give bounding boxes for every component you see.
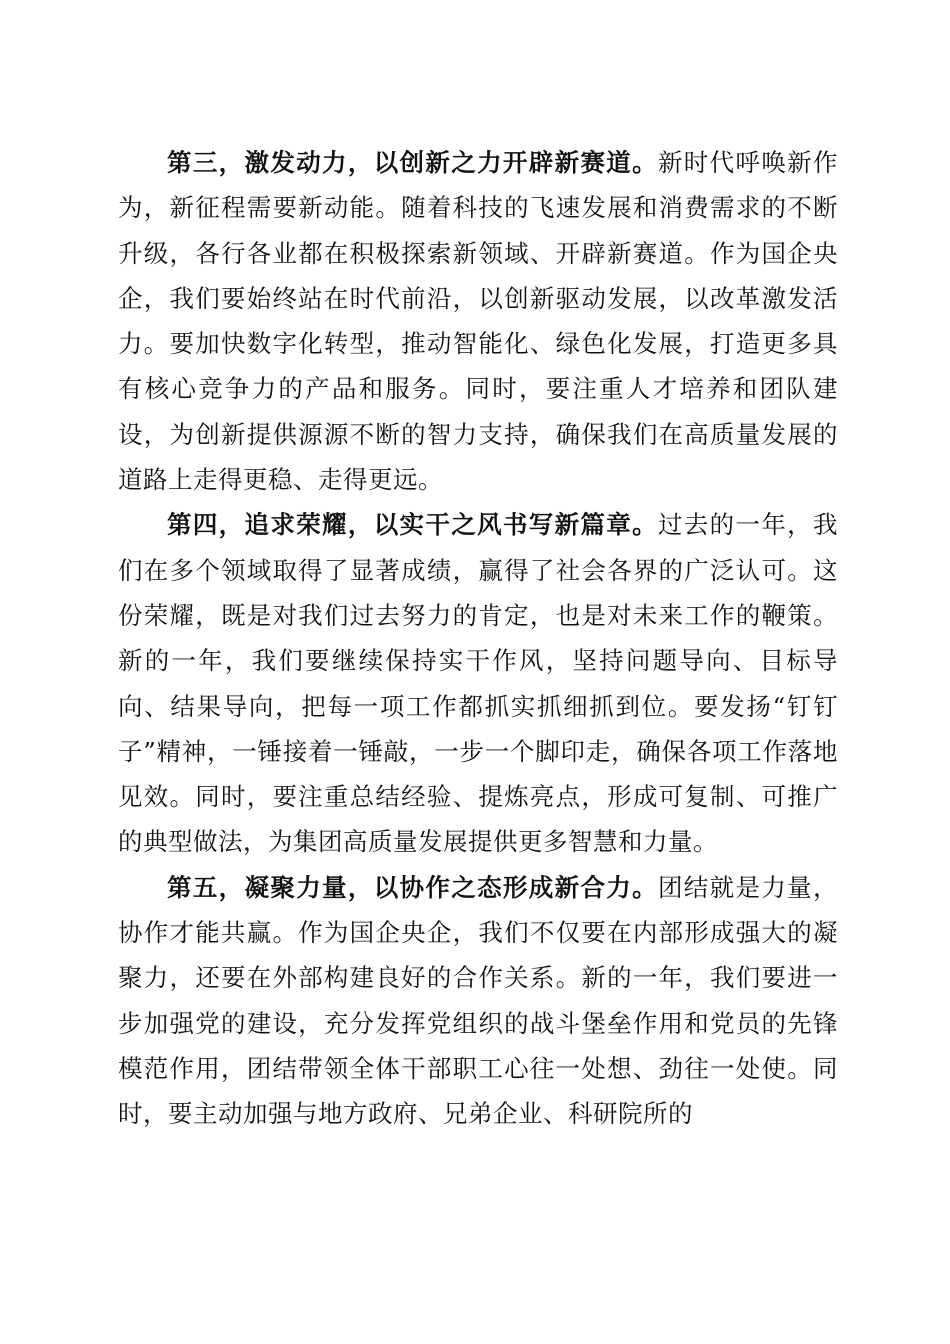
paragraph-heading: 第三，激发动力，以创新之力开辟新赛道。 (167, 148, 658, 177)
document-body (118, 140, 838, 1137)
paragraph-third (118, 140, 838, 502)
paragraph-text: 过去的一年，我们在多个领域取得了显著成绩，赢得了社会各界的广泛认可。这份荣耀，既是对我们过去努力的肯定，也是对未来工作的鞭策。新的一年，我们要继续保持实干作风，坚持问题导向、目标导向、结果导向，把每一项工作都抓实抓细抓到位。要发扬“钉钉子”精神，一锤接着一锤敲，一步一个脚印走，确保各项工作落地见效。同时，要注重总结经验、提炼亮点，形成可复制、可推广的典型做法，为集团高质量发展提供更多智慧和力量。 (118, 510, 839, 857)
paragraph-text: 团结就是力量，协作才能共赢。作为国企央企，我们不仅要在内部形成强大的凝聚力，还要在外部构建良好的合作关系。新的一年，我们要进一步加强党的建设，充分发挥党组织的战斗堡垒作用和党员的先锋模范作用，团结带领全体干部职工心往一处想、劲往一处使。同时，要主动加强与地方政府、兄弟企业、科研院所的 (118, 872, 839, 1129)
paragraph-fourth (118, 502, 838, 864)
paragraph-heading: 第四，追求荣耀，以实干之风书写新篇章。 (167, 510, 658, 540)
paragraph-text: 新时代呼唤新作为，新征程需要新动能。随着科技的飞速发展和消费需求的不断升级，各行各业都在积极探索新领域、开辟新赛道。作为国企央企，我们要始终站在时代前沿，以创新驱动发展，以改革激发活力。要加快数字化转型，推动智能化、绿色化发展，打造更多具有核心竞争力的产品和服务。同时，要注重人才培养和团队建设，为创新提供源源不断的智力支持，确保我们在高质量发展的道路上走得更稳、走得更远。 (118, 148, 839, 495)
paragraph-fifth (118, 865, 838, 1137)
paragraph-heading: 第五，凝聚力量，以协作之态形成新合力。 (167, 872, 658, 902)
